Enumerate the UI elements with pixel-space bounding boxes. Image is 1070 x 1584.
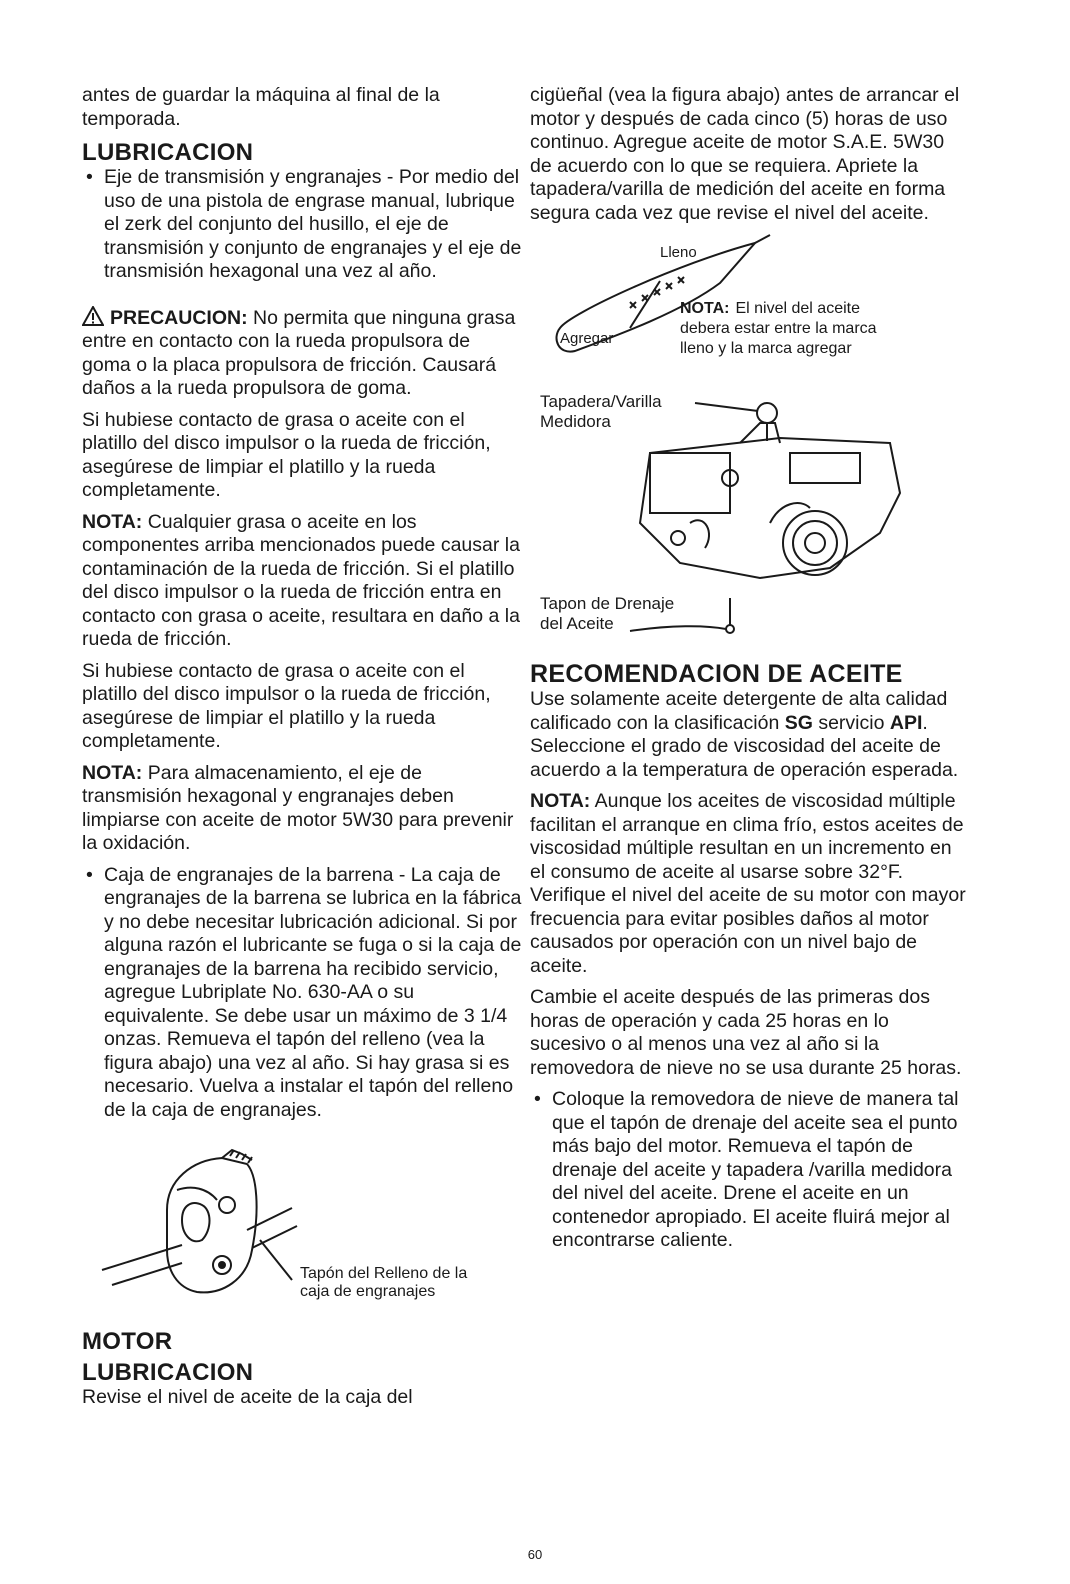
heading-lubricacion: LUBRICACION xyxy=(82,139,254,166)
recomendacion-paragraph: Use solamente aceite detergente de alta calidad calificado con la clasificación SG servicio API. Seleccione el grado de viscosidad del aceite de acuerdo a la temperatura de operación esperada. xyxy=(530,688,959,781)
gearbox-label-2: caja de engranajes xyxy=(300,1283,436,1300)
engine-label-tapon-2: del Aceite xyxy=(540,614,614,633)
rating-sg: SG xyxy=(784,711,813,734)
nota-paragraph-1 xyxy=(82,511,522,652)
dipstick-cap-icon xyxy=(757,403,777,423)
dipstick-nota-line-2: debera estar entre la marca xyxy=(680,320,877,337)
dipstick-agregar-label: Agregar xyxy=(560,330,614,347)
rating-api: API xyxy=(889,711,923,734)
heading-lubricacion-2: LUBRICACION xyxy=(82,1359,254,1386)
bullet-dot: • xyxy=(534,1088,541,1110)
leader-line xyxy=(260,1240,292,1280)
bullet-dot: • xyxy=(86,863,93,886)
gearbox-label-1: Tapón del Relleno de la xyxy=(300,1265,468,1282)
nota-text: Cualquier grasa o aceite en los componentes arriba mencionados puede causar la contaminación de la rueda de fricción. Si el platillo del disco impulsor o la rueda de fricción entra en contacto con grasa o aceite, resultara en daño a la rueda de fricción. xyxy=(82,510,520,650)
bullet-eje-transmision: • Eje de transmisión y engranajes - Por medio del uso de una pistola de engrase manual, lubrique el zerk del conjunto del husillo, el eje de transmisión y conjunto de engranajes y el eje de transmisión hexagonal una vez al año. xyxy=(86,166,522,282)
heading-motor: MOTOR xyxy=(82,1328,173,1355)
left-column xyxy=(82,84,522,1418)
engine-figure xyxy=(530,383,970,653)
caution-label: PRECAUCION: xyxy=(110,306,248,329)
bullet-coloque: • Coloque la removedora de nieve de manera tal que el tapón de drenaje del aceite sea el punto más bajo del motor. Remueva el tapón de drenaje del aceite y tapadera /varilla medidora del nivel del aceite. Drene el aceite en un contenedor apropiado. El aceite fluirá mejor al encontrarse caliente. xyxy=(534,1088,959,1251)
caution-paragraph xyxy=(82,306,522,401)
revise-text: Revise el nivel de aceite de la caja del xyxy=(82,1386,413,1408)
nota-text: Aunque los aceites de viscosidad múltiple facilitan el arranque en clima frío, estos aceites de viscosidad múltiple resultan en un incremento en el consumo de aceite al usarse sobre 32°F. Verifique el nivel del aceite de su motor con mayor frecuencia para evitar posibles daños al motor causados por operación con un nivel bajo de aceite. xyxy=(530,790,966,977)
dipstick-figure xyxy=(530,233,970,383)
gearbox-housing xyxy=(167,1158,257,1292)
contact-paragraph-1: Si hubiese contacto de grasa o aceite con el platillo del disco impulsor o la rueda de fricción, asegúrese de limpiar el platillo y la rueda completamente. xyxy=(82,408,491,501)
nota-label: NOTA: xyxy=(680,300,730,317)
dipstick-nota xyxy=(680,300,860,317)
right-column xyxy=(530,84,970,1261)
engine-label-tapadera-2: Medidora xyxy=(540,412,611,431)
nota-label: NOTA: xyxy=(530,790,591,812)
dipstick-lleno-label: Lleno xyxy=(660,244,697,261)
engine-label-tapadera-1: Tapadera/Varilla xyxy=(540,392,662,411)
bullet-dot: • xyxy=(86,166,93,188)
contact-paragraph-2: Si hubiese contacto de grasa o aceite con el platillo del disco impulsor o la rueda de fricción, asegúrese de limpiar el platillo y la rueda completamente. xyxy=(82,659,491,752)
caution-text: No permita que ninguna grasa entre en contacto con la rueda propulsora de goma o la placa propulsora de fricción. Causará daños a la rueda propulsora de goma. xyxy=(82,306,516,399)
heading-recomendacion: RECOMENDACION DE ACEITE xyxy=(530,660,903,688)
bullet-caja-engranajes: • Caja de engranajes de la barrena - La caja de engranajes de la barrena se lubrica en la fábrica y no debe necesitar lubricación adicional. Si por alguna razón el lubricante se fuga o si la caja de engranajes de la barrena ha recibido servicio, agregue Lubriplate No. 630-AA o su equivalente. Se debe usar un máximo de 3 1/4 onzas. Remueva el tapón del relleno (vea la figura abajo) una vez al año. Si hay grasa si es necesario. Vuelva a instalar el tapón del relleno de la caja de engranajes. xyxy=(86,863,522,1121)
nota-paragraph-3 xyxy=(530,790,970,978)
nota-text: Para almacenamiento, el eje de transmisión hexagonal y engranajes deben limpiarse con aceite de motor 5W30 para prevenir la oxidación. xyxy=(82,761,514,854)
cambie-paragraph: Cambie el aceite después de las primeras dos horas de operación y cada 25 horas en lo sucesivo o al menos una vez al año si la removedora de nieve no se usa durante 25 horas. xyxy=(530,986,962,1079)
nota-line-1: El nivel del aceite xyxy=(735,300,860,317)
nota-label: NOTA: xyxy=(82,761,143,784)
warning-triangle-icon xyxy=(82,306,104,326)
intro-text: antes de guardar la máquina al final de la temporada. xyxy=(82,84,440,130)
engine-label-tapon-1: Tapon de Drenaje xyxy=(540,594,675,613)
nota-label: NOTA: xyxy=(82,510,143,533)
nota-paragraph-2 xyxy=(82,762,522,856)
gearbox-figure xyxy=(82,1130,522,1310)
leader-line-tapon xyxy=(630,626,726,631)
cigueñal-paragraph: cigüeñal (vea la figura abajo) antes de arrancar el motor y después de cada cinco (5) horas de uso continuo. Agregue aceite de motor S.A.E. 5W30 de acuerdo con lo que se requiera. Apriete la tapadera/varilla de medición del aceite en forma segura cada vez que revise el nivel del aceite. xyxy=(530,84,960,224)
leader-line-tapadera xyxy=(695,403,758,411)
page-number: 60 xyxy=(527,1547,543,1562)
dipstick-nota-line-3: lleno y la marca agregar xyxy=(680,340,852,357)
